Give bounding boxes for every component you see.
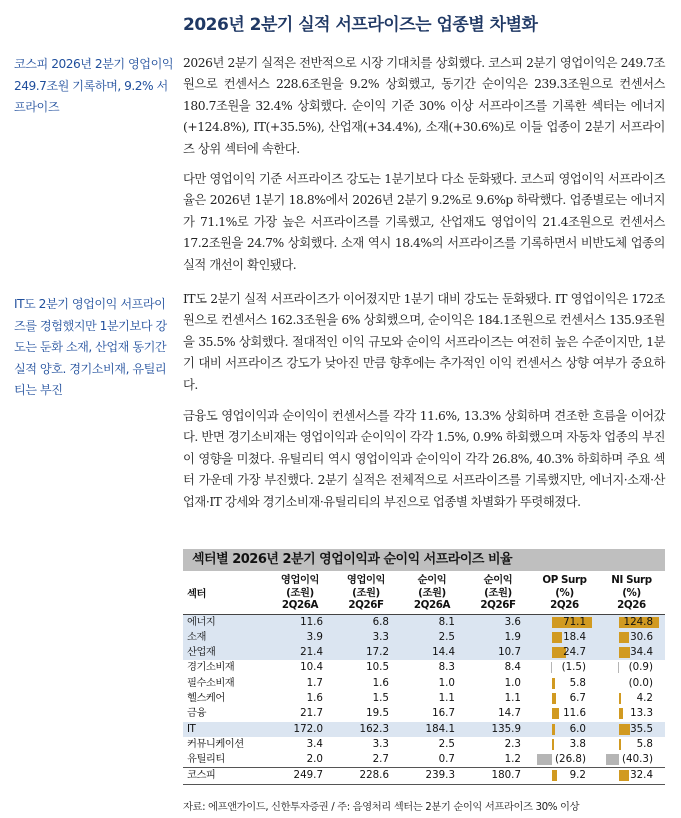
ni-surprise-cell [598,645,665,660]
ni-actual-cell: 8.1 [399,614,465,630]
ni-surprise-value: 4.2 [636,691,653,704]
header-op-surp-l3: 2Q26 [531,599,598,614]
ni-forecast-cell: 1.1 [504,691,521,704]
op-surprise-cell [531,691,598,706]
op-actual-cell: 21.7 [300,707,323,720]
op-forecast-cell: 10.5 [366,661,389,674]
op-surprise-cell [531,630,598,645]
header-ni-a-l1: 순이익 [417,574,447,586]
header-ni-surp-l1: NI Surp [611,574,652,586]
op-surprise-cell [531,752,598,768]
op-actual-cell: 1.7 [306,676,323,689]
op-surprise-value: (1.5) [561,661,586,674]
op-surprise-value: (26.8) [555,753,586,766]
ni-actual-cell: 239.3 [399,768,465,784]
op-forecast-cell: 6.8 [333,614,399,630]
ni-surprise-cell [598,630,665,645]
ni-surprise-value: (0.9) [628,661,653,674]
ni-surprise-cell [598,614,665,630]
table-row [183,691,665,706]
table-row [183,752,665,768]
ni-actual-cell: 2.5 [438,737,455,750]
header-op-a-l2: (조원) [286,586,314,599]
op-surprise-value: 24.7 [563,646,586,659]
op-surprise-value: 18.4 [563,630,586,643]
op-forecast-cell: 19.5 [366,707,389,720]
sector-cell: 유틸리티 [187,753,225,766]
header-op-surp-l2: (%) [555,586,574,599]
op-surprise-value: 5.8 [569,676,586,689]
ni-forecast-cell: 14.7 [498,707,521,720]
ni-surprise-value: (40.3) [622,753,653,766]
paragraph-4: 금융도 영업이익과 순이익이 컨센서스를 각각 11.6%, 13.3% 상회하며 견조한 흐름을 이어갔다. 반면 경기소비재는 영업이익과 순이익이 각각 1.5%, 0.9% 하회했으며 자동차 업종의 부진이 영향을 미쳤다. 유틸리티 역시 영업이익과 순이익이 각각 26.8%, 40.3% 하회하며 주요 섹터 가운데 가장 부진했다. 2분기 실적은 전체적으로 서프라이즈를 기록했지만, 에너지·소재·산업재·IT 강세와 경기소비재·유틸리티의 부진으로 업종별 차별화가 뚜렷해졌다. [183,409,665,509]
ni-surprise-cell [598,691,665,706]
paragraph-2: 다만 영업이익 기준 서프라이즈 강도는 1분기보다 다소 둔화됐다. 코스피 영업이익 서프라이즈율은 2026년 1분기 18.8%에서 2026년 2분기 9.2%로 9.6%p 하락했다. 업종별로는 에너지가 71.1%로 가장 높은 서프라이즈를 기록했고, 산업재도 영업이익 21.4조원으로 컨센서스 17.2조원을 24.7% 상회했다. 소재 역시 18.4%의 서프라이즈를 기록하면서 비반도체 업종의 실적 개선이 확인됐다. [183,172,665,272]
table-row [183,676,665,691]
header-ni-a-l2: (조원) [418,586,446,599]
table-row [183,614,665,630]
ni-actual-cell: 2.5 [399,630,465,645]
ni-forecast-cell: 180.7 [465,768,531,784]
paragraph-1: 2026년 2분기 실적은 전반적으로 시장 기대치를 상회했다. 코스피 2분기 영업이익은 249.7조원으로 컨센서스 228.6조원을 9.2% 상회했고, 동기간 순이익은 239.3조원으로 컨센서스 180.7조원을 32.4% 상회했다. 순이익 기준 30% 이상 서프라이즈를 기록한 섹터는 에너지(+124.8%), IT(+35.5%), 산업재(+34.4%), 소재(+30.6%)로 이들 업종이 2분기 서프라이즈 상위 섹터에 속한다. [183,56,665,156]
op-actual-cell: 249.7 [267,768,333,784]
sector-surprise-table [183,549,665,785]
ni-actual-cell: 16.7 [432,707,455,720]
op-surprise-cell [531,722,598,737]
ni-surprise-value: 5.8 [636,737,653,750]
op-surprise-cell [531,768,598,784]
sector-cell: 에너지 [183,614,267,630]
ni-surprise-value: 34.4 [630,646,653,659]
op-actual-cell: 2.0 [306,753,323,766]
sector-cell: 헬스케어 [187,691,225,704]
header-op-f-l1: 영업이익 [346,574,386,586]
table-row [183,722,665,737]
op-surprise-value: 3.8 [569,737,586,750]
op-surprise-cell [531,614,598,630]
data-table [183,571,665,785]
ni-surprise-value: 32.4 [630,769,653,782]
table-body [183,614,665,784]
ni-surprise-cell [598,660,665,675]
ni-forecast-cell: 2.3 [504,737,521,750]
op-actual-cell: 11.6 [267,614,333,630]
header-ni-f-l2: (조원) [484,586,512,599]
ni-forecast-cell: 1.2 [504,753,521,766]
ni-forecast-cell: 8.4 [504,661,521,674]
sector-cell: 금융 [187,707,206,720]
ni-actual-cell: 1.1 [438,691,455,704]
op-surprise-value: 6.7 [569,691,586,704]
sidebar-note-1: 코스피 2026년 2분기 영업이익 249.7조원 기록하며, 9.2% 서프라이즈 [14,57,174,114]
ni-forecast-cell: 1.0 [504,676,521,689]
header-ni-surp-l3: 2Q26 [598,599,665,614]
op-forecast-cell: 1.6 [372,676,389,689]
op-surprise-value: 6.0 [569,722,586,735]
sidebar-note-2: IT도 2분기 영업이익 서프라이즈를 경험했지만 1분기보다 강도는 둔화 소재, 산업재 동기간 실적 양호. 경기소비재, 유틸리티는 부진 [14,297,167,397]
sector-cell: 경기소비재 [187,661,235,674]
op-actual-cell: 1.6 [306,691,323,704]
ni-surprise-value: (0.0) [628,676,653,689]
header-ni-f-l3: 2Q26F [465,599,531,614]
sector-cell: IT [183,722,267,737]
op-surprise-cell [531,660,598,675]
ni-surprise-cell [598,706,665,721]
op-surprise-cell [531,706,598,721]
sector-cell: 소재 [183,630,267,645]
ni-actual-cell: 184.1 [399,722,465,737]
table-row [183,737,665,752]
ni-surprise-value: 35.5 [630,722,653,735]
op-actual-cell: 3.9 [267,630,333,645]
ni-surprise-value: 13.3 [630,707,653,720]
ni-surprise-cell [598,768,665,784]
sector-cell: 산업재 [183,645,267,660]
op-surprise-value: 11.6 [563,707,586,720]
header-ni-surp-l2: (%) [622,586,641,599]
header-sector: 섹터 [183,571,267,614]
source-note: 자료: 에프앤가이드, 신한투자증권 / 주: 음영처리 섹터는 2분기 순이익 서프라이즈 30% 이상 [183,801,580,813]
header-ni-a-l3: 2Q26A [399,599,465,614]
op-actual-cell: 172.0 [267,722,333,737]
page-title: 2026년 2분기 실적 서프라이즈는 업종별 차별화 [183,15,538,35]
table-row [183,645,665,660]
op-forecast-cell: 228.6 [333,768,399,784]
table-row [183,706,665,721]
op-actual-cell: 21.4 [267,645,333,660]
ni-surprise-value: 30.6 [630,630,653,643]
ni-actual-cell: 14.4 [399,645,465,660]
table-row [183,768,665,784]
header-op-surp-l1: OP Surp [542,574,587,586]
header-ni-f-l1: 순이익 [483,574,513,586]
ni-surprise-cell [598,752,665,768]
sector-cell: 코스피 [183,768,267,784]
ni-forecast-cell: 1.9 [465,630,531,645]
op-surprise-value: 71.1 [563,615,586,628]
table-title: 섹터별 2026년 2분기 영업이익과 순이익 서프라이즈 비율 [183,549,665,571]
op-surprise-cell [531,737,598,752]
ni-actual-cell: 1.0 [438,676,455,689]
ni-forecast-cell: 3.6 [465,614,531,630]
table-row [183,660,665,675]
sector-cell: 커뮤니케이션 [187,737,244,750]
op-forecast-cell: 1.5 [372,691,389,704]
op-forecast-cell: 162.3 [333,722,399,737]
op-forecast-cell: 3.3 [372,737,389,750]
ni-surprise-cell [598,676,665,691]
op-actual-cell: 3.4 [306,737,323,750]
op-surprise-cell [531,645,598,660]
ni-actual-cell: 0.7 [438,753,455,766]
header-op-a-l3: 2Q26A [267,599,333,614]
op-surprise-value: 9.2 [569,769,586,782]
ni-surprise-cell [598,722,665,737]
header-op-a-l1: 영업이익 [280,574,320,586]
op-forecast-cell: 17.2 [333,645,399,660]
header-op-f-l3: 2Q26F [333,599,399,614]
ni-forecast-cell: 10.7 [465,645,531,660]
op-surprise-cell [531,676,598,691]
ni-actual-cell: 8.3 [438,661,455,674]
paragraph-3: IT도 2분기 실적 서프라이즈가 이어졌지만 1분기 대비 강도는 둔화됐다. IT 영업이익은 172조원으로 컨센서스 162.3조원을 6% 상회했으며, 순이익은 184.1조원으로 컨센서스 135.9조원을 35.5% 상회했다. 절대적인 이익 규모와 순이익 서프라이즈는 여전히 높은 수준이지만, 1분기 대비 서프라이즈 강도가 낮아진 만큼 향후에는 추가적인 이익 컨센서스 상향 여부가 중요하다. [183,292,665,392]
ni-forecast-cell: 135.9 [465,722,531,737]
ni-surprise-cell [598,737,665,752]
ni-surprise-value: 124.8 [623,615,653,628]
table-row [183,630,665,645]
sector-cell: 필수소비재 [187,676,235,689]
header-op-f-l2: (조원) [352,586,380,599]
op-forecast-cell: 2.7 [372,753,389,766]
op-forecast-cell: 3.3 [333,630,399,645]
op-actual-cell: 10.4 [300,661,323,674]
